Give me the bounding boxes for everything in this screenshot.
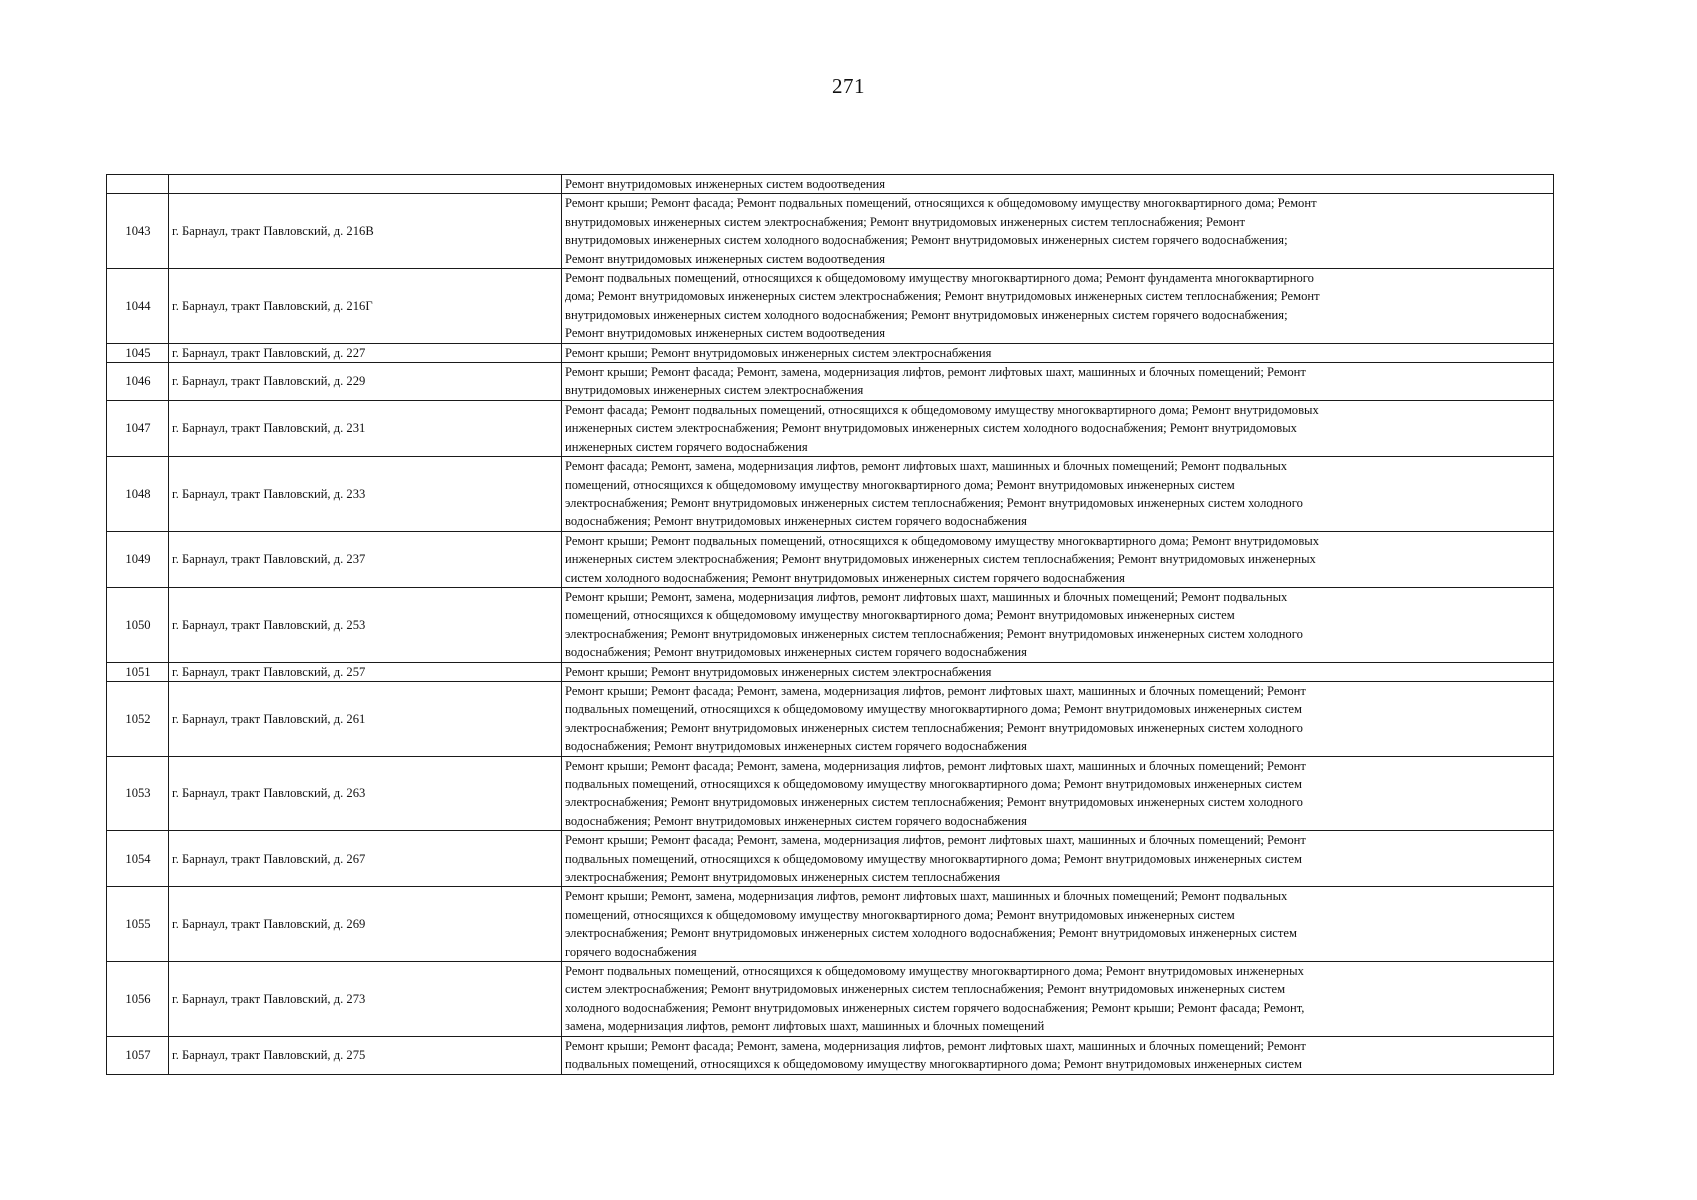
address-cell: г. Барнаул, тракт Павловский, д. 275 (169, 1036, 562, 1074)
address-cell: г. Барнаул, тракт Павловский, д. 269 (169, 887, 562, 962)
works-cell: Ремонт подвальных помещений, относящихся к общедомовому имуществу многоквартирного дома; Ремонт фундамента многоквартирного дома; Ремонт внутридомовых инженерных систем электроснабжения; Ремонт внутридомовых инженерных систем теплоснабжения; Ремонт внутридомовых инженерных систем холодного водоснабжения; Ремонт внутридомовых инженерных систем горячего водоснабжения; Ремонт внутридомовых инженерных систем водоотведения (562, 269, 1554, 344)
works-cell: Ремонт подвальных помещений, относящихся к общедомовому имуществу многоквартирного дома; Ремонт внутридомовых инженерных систем электроснабжения; Ремонт внутридомовых инженерных систем теплоснабжения; Ремонт внутридомовых инженерных систем холодного водоснабжения; Ремонт внутридомовых инженерных систем горячего водоснабжения; Ремонт крыши; Ремонт фасада; Ремонт, замена, модернизация лифтов, ремонт лифтовых шахт, машинных и блочных помещений (562, 962, 1554, 1037)
table-row (107, 175, 1554, 194)
address-cell: г. Барнаул, тракт Павловский, д. 253 (169, 587, 562, 662)
table-row (107, 1036, 1554, 1074)
address-cell: г. Барнаул, тракт Павловский, д. 267 (169, 831, 562, 887)
row-number-cell: 1046 (107, 363, 169, 401)
row-number-cell: 1057 (107, 1036, 169, 1074)
table-row (107, 756, 1554, 831)
address-cell (169, 175, 562, 194)
works-cell: Ремонт крыши; Ремонт фасада; Ремонт подвальных помещений, относящихся к общедомовому имуществу многоквартирного дома; Ремонт внутридомовых инженерных систем электроснабжения; Ремонт внутридомовых инженерных систем теплоснабжения; Ремонт внутридомовых инженерных систем холодного водоснабжения; Ремонт внутридомовых инженерных систем горячего водоснабжения; Ремонт внутридомовых инженерных систем водоотведения (562, 194, 1554, 269)
table-row (107, 400, 1554, 456)
table-row (107, 587, 1554, 662)
row-number-cell: 1052 (107, 681, 169, 756)
address-cell: г. Барнаул, тракт Павловский, д. 273 (169, 962, 562, 1037)
table-row (107, 662, 1554, 681)
works-cell: Ремонт крыши; Ремонт подвальных помещений, относящихся к общедомовому имуществу многоквартирного дома; Ремонт внутридомовых инженерных систем электроснабжения; Ремонт внутридомовых инженерных систем теплоснабжения; Ремонт внутридомовых инженерных систем холодного водоснабжения; Ремонт внутридомовых инженерных систем горячего водоснабжения (562, 531, 1554, 587)
address-cell: г. Барнаул, тракт Павловский, д. 263 (169, 756, 562, 831)
table-row (107, 887, 1554, 962)
table-row (107, 831, 1554, 887)
row-number-cell: 1045 (107, 343, 169, 362)
row-number-cell: 1049 (107, 531, 169, 587)
address-cell: г. Барнаул, тракт Павловский, д. 233 (169, 457, 562, 532)
address-cell: г. Барнаул, тракт Павловский, д. 261 (169, 681, 562, 756)
row-number-cell: 1056 (107, 962, 169, 1037)
table-row (107, 269, 1554, 344)
works-cell: Ремонт крыши; Ремонт фасада; Ремонт, замена, модернизация лифтов, ремонт лифтовых шахт, машинных и блочных помещений; Ремонт внутридомовых инженерных систем электроснабжения (562, 363, 1554, 401)
address-cell: г. Барнаул, тракт Павловский, д. 229 (169, 363, 562, 401)
works-cell: Ремонт крыши; Ремонт внутридомовых инженерных систем электроснабжения (562, 662, 1554, 681)
table-row (107, 343, 1554, 362)
works-cell: Ремонт крыши; Ремонт, замена, модернизация лифтов, ремонт лифтовых шахт, машинных и блочных помещений; Ремонт подвальных помещений, относящихся к общедомовому имуществу многоквартирного дома; Ремонт внутридомовых инженерных систем электроснабжения; Ремонт внутридомовых инженерных систем холодного водоснабжения; Ремонт внутридомовых инженерных систем горячего водоснабжения (562, 887, 1554, 962)
row-number-cell: 1054 (107, 831, 169, 887)
address-cell: г. Барнаул, тракт Павловский, д. 227 (169, 343, 562, 362)
address-cell: г. Барнаул, тракт Павловский, д. 237 (169, 531, 562, 587)
table-row (107, 531, 1554, 587)
works-cell: Ремонт крыши; Ремонт фасада; Ремонт, замена, модернизация лифтов, ремонт лифтовых шахт, машинных и блочных помещений; Ремонт подвальных помещений, относящихся к общедомовому имуществу многоквартирного дома; Ремонт внутридомовых инженерных систем электроснабжения; Ремонт внутридомовых инженерных систем теплоснабжения; Ремонт внутридомовых инженерных систем холодного водоснабжения; Ремонт внутридомовых инженерных систем горячего водоснабжения (562, 756, 1554, 831)
works-cell: Ремонт крыши; Ремонт фасада; Ремонт, замена, модернизация лифтов, ремонт лифтовых шахт, машинных и блочных помещений; Ремонт подвальных помещений, относящихся к общедомовому имуществу многоквартирного дома; Ремонт внутридомовых инженерных систем электроснабжения; Ремонт внутридомовых инженерных систем теплоснабжения (562, 831, 1554, 887)
works-cell: Ремонт крыши; Ремонт фасада; Ремонт, замена, модернизация лифтов, ремонт лифтовых шахт, машинных и блочных помещений; Ремонт подвальных помещений, относящихся к общедомовому имуществу многоквартирного дома; Ремонт внутридомовых инженерных систем (562, 1036, 1554, 1074)
works-cell: Ремонт крыши; Ремонт фасада; Ремонт, замена, модернизация лифтов, ремонт лифтовых шахт, машинных и блочных помещений; Ремонт подвальных помещений, относящихся к общедомовому имуществу многоквартирного дома; Ремонт внутридомовых инженерных систем электроснабжения; Ремонт внутридомовых инженерных систем теплоснабжения; Ремонт внутридомовых инженерных систем холодного водоснабжения; Ремонт внутридомовых инженерных систем горячего водоснабжения (562, 681, 1554, 756)
row-number-cell: 1051 (107, 662, 169, 681)
works-cell: Ремонт фасада; Ремонт, замена, модернизация лифтов, ремонт лифтовых шахт, машинных и блочных помещений; Ремонт подвальных помещений, относящихся к общедомовому имуществу многоквартирного дома; Ремонт внутридомовых инженерных систем электроснабжения; Ремонт внутридомовых инженерных систем теплоснабжения; Ремонт внутридомовых инженерных систем холодного водоснабжения; Ремонт внутридомовых инженерных систем горячего водоснабжения (562, 457, 1554, 532)
registry-table (106, 174, 1554, 1075)
row-number-cell: 1043 (107, 194, 169, 269)
row-number-cell: 1050 (107, 587, 169, 662)
table-row (107, 457, 1554, 532)
registry-table-body (107, 175, 1554, 1075)
table-row (107, 681, 1554, 756)
table-row (107, 194, 1554, 269)
row-number-cell: 1044 (107, 269, 169, 344)
row-number-cell (107, 175, 169, 194)
row-number-cell: 1053 (107, 756, 169, 831)
address-cell: г. Барнаул, тракт Павловский, д. 257 (169, 662, 562, 681)
table-row (107, 363, 1554, 401)
address-cell: г. Барнаул, тракт Павловский, д. 216В (169, 194, 562, 269)
row-number-cell: 1048 (107, 457, 169, 532)
row-number-cell: 1055 (107, 887, 169, 962)
address-cell: г. Барнаул, тракт Павловский, д. 216Г (169, 269, 562, 344)
row-number-cell: 1047 (107, 400, 169, 456)
works-cell: Ремонт крыши; Ремонт внутридомовых инженерных систем электроснабжения (562, 343, 1554, 362)
address-cell: г. Барнаул, тракт Павловский, д. 231 (169, 400, 562, 456)
page-number: 271 (832, 74, 865, 98)
table-row (107, 962, 1554, 1037)
works-cell: Ремонт внутридомовых инженерных систем водоотведения (562, 175, 1554, 194)
works-cell: Ремонт крыши; Ремонт, замена, модернизация лифтов, ремонт лифтовых шахт, машинных и блочных помещений; Ремонт подвальных помещений, относящихся к общедомовому имуществу многоквартирного дома; Ремонт внутридомовых инженерных систем электроснабжения; Ремонт внутридомовых инженерных систем теплоснабжения; Ремонт внутридомовых инженерных систем холодного водоснабжения; Ремонт внутридомовых инженерных систем горячего водоснабжения (562, 587, 1554, 662)
works-cell: Ремонт фасада; Ремонт подвальных помещений, относящихся к общедомовому имуществу многоквартирного дома; Ремонт внутридомовых инженерных систем электроснабжения; Ремонт внутридомовых инженерных систем холодного водоснабжения; Ремонт внутридомовых инженерных систем горячего водоснабжения (562, 400, 1554, 456)
